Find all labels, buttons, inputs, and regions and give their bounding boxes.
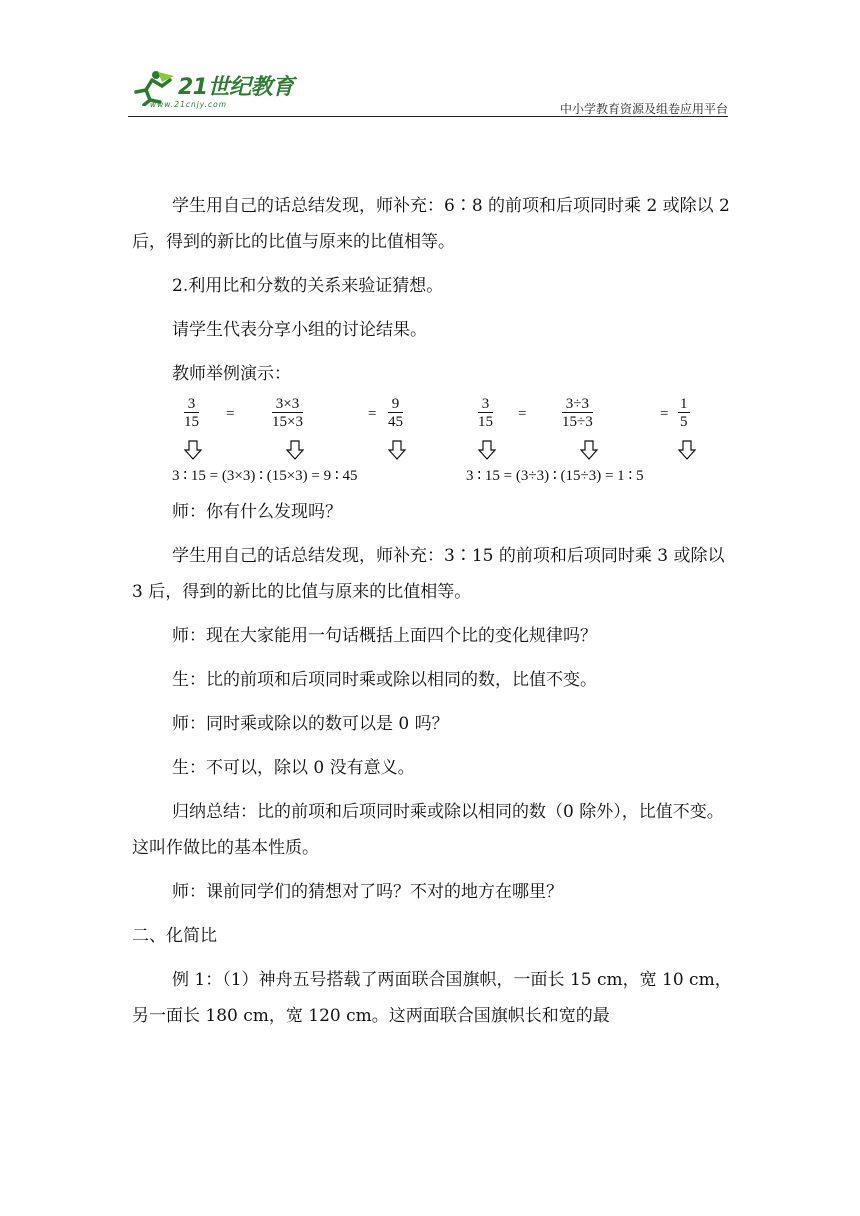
down-arrow-icon — [678, 440, 696, 460]
ratio-expression: 3 ∶ 15 = (3÷3) ∶ (15÷3) = 1 ∶ 5 — [466, 468, 644, 484]
header-divider — [128, 116, 728, 117]
fraction: $\frac{3}{15}$ — [184, 396, 199, 430]
paragraph: 2.利用比和分数的关系来验证猜想。 — [172, 276, 444, 296]
down-arrow-icon — [580, 440, 598, 460]
paragraph: 教师举例演示： — [172, 364, 291, 384]
fraction: $\frac{9}{45}$ — [388, 396, 403, 430]
logo — [128, 70, 328, 116]
paragraph: 师：同时乘或除以的数可以是 0 吗？ — [172, 714, 449, 734]
down-arrow-icon — [286, 440, 304, 460]
paragraph: 归纳总结：比的前项和后项同时乘或除以相同的数（0 除外），比值不变。这叫作做比的基本性质。 — [132, 802, 724, 858]
equals-sign: = — [226, 406, 235, 422]
paragraph: 师：现在大家能用一句话概括上面四个比的变化规律吗？ — [172, 626, 597, 646]
paragraph: 学生用自己的话总结发现，师补充：6∶8 的前项和后项同时乘 2 或除以 2 后，得到的新比的比值与原来的比值相等。 — [132, 196, 730, 252]
paragraph: 生：不可以，除以 0 没有意义。 — [172, 758, 415, 778]
paragraph: 请学生代表分享小组的讨论结果。 — [172, 320, 427, 340]
fraction: $\frac{3\times 3}{15\times 3}$ — [272, 396, 303, 430]
fraction: $\frac{1}{5}$ — [680, 396, 688, 430]
down-arrow-icon — [388, 440, 406, 460]
paragraph: 师：你有什么发现吗？ — [172, 502, 342, 522]
header-tagline: 中小学教育资源及组卷应用平台 — [559, 102, 728, 116]
equals-sign: = — [518, 406, 527, 422]
down-arrow-icon — [478, 440, 496, 460]
section-heading: 二、化简比 — [132, 926, 217, 946]
ratio-expression: 3 ∶ 15 = (3×3) ∶ (15×3) = 9 ∶ 45 — [172, 468, 358, 484]
fraction: $\frac{3\div 3}{15\div 3}$ — [562, 396, 593, 430]
down-arrow-icon — [184, 440, 202, 460]
page-header — [128, 66, 728, 116]
paragraph: 生：比的前项和后项同时乘或除以相同的数，比值不变。 — [172, 670, 597, 690]
paragraph: 师：课前同学们的猜想对了吗？不对的地方在哪里？ — [172, 882, 563, 902]
logo-text: 21世纪教育 — [178, 75, 294, 100]
example-paragraph: 例 1：（1）神舟五号搭载了两面联合国旗帜，一面长 15 cm，宽 10 cm，另一面长 180 cm，宽 120 cm。这两面联合国旗帜长和宽的最 — [132, 970, 732, 1026]
paragraph: 学生用自己的话总结发现，师补充：3∶15 的前项和后项同时乘 3 或除以 3 后，得到的新比的比值与原来的比值相等。 — [132, 546, 725, 602]
math-demonstration — [132, 396, 732, 492]
equals-sign: = — [368, 406, 377, 422]
logo-url: www.21cnjy.com — [150, 100, 228, 109]
fraction: $\frac{3}{15}$ — [478, 396, 493, 430]
document-body — [132, 188, 732, 1034]
equals-sign: = — [660, 406, 669, 422]
